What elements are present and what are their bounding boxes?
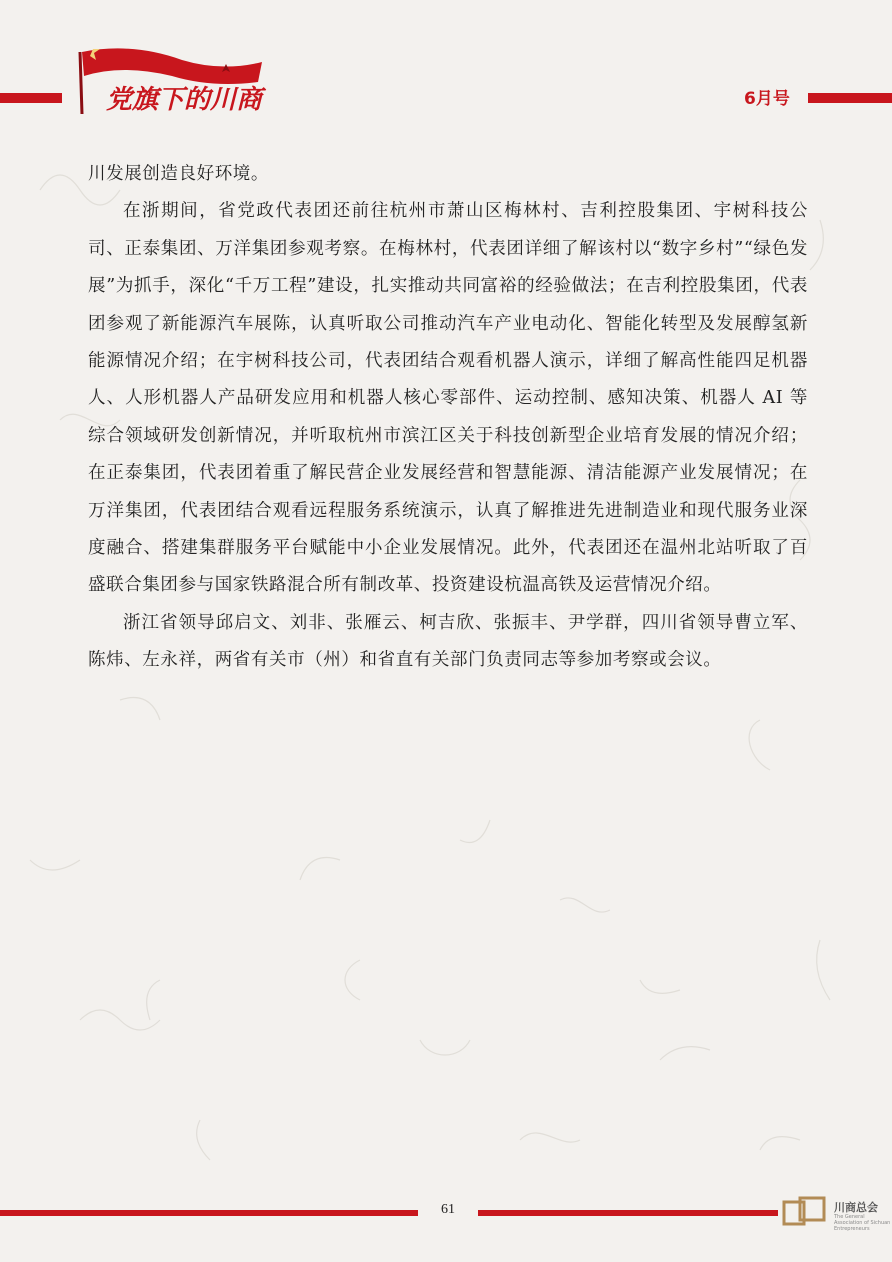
footer-line-right [478,1210,778,1216]
chamber-logo-text: 川商总会 [834,1201,878,1214]
paragraph: 川发展创造良好环境。 [88,164,269,184]
page-number: 61 [441,1202,455,1217]
paragraph: 浙江省领导邱启文、刘非、张雁云、柯吉欣、张振丰、尹学群，四川省领导曹立军、陈炜、左永祥，两省有关市（州）和省直有关部门负责同志等参加考察或会议。 [88,612,808,671]
party-flag-logo [62,42,292,122]
header-bar-left [0,93,62,103]
article-body [88,156,808,680]
chamber-logo-subtext: The General Association of Sichuan Entrepreneurs [834,1214,891,1232]
footer-line-left [0,1210,418,1216]
header-bar-right [808,93,892,103]
issue-label: 6月号 [744,89,790,109]
logo-text: 党旗下的川商 [106,85,263,115]
paragraph: 在浙期间，省党政代表团还前往杭州市萧山区梅林村、吉利控股集团、宇树科技公司、正泰集团、万洋集团参观考察。在梅林村，代表团详细了解该村以“数字乡村”“绿色发展”为抓手，深化“千万工程”建设，扎实推动共同富裕的经验做法；在吉利控股集团，代表团参观了新能源汽车展陈，认真听取公司推动汽车产业电动化、智能化转型及发展醇氢新能源情况介绍；在宇树科技公司，代表团结合观看机器人演示，详细了解高性能四足机器人、人形机器人产品研发应用和机器人核心零部件、运动控制、感知决策、机器人 AI 等综合领域研发创新情况，并听取杭州市滨江区关于科技创新型企业培育发展的情况介绍；在正泰集团，代表团着重了解民营企业发展经营和智慧能源、清洁能源产业发展情况；在万洋集团，代表团结合观看远程服务系统演示，认真了解推进先进制造业和现代服务业深度融合、搭建集群服务平台赋能中小企业发展情况。此外，代表团还在温州北站听取了百盛联合集团参与国家铁路混合所有制改革、投资建设杭温高铁及运营情况介绍。 [88,201,808,596]
